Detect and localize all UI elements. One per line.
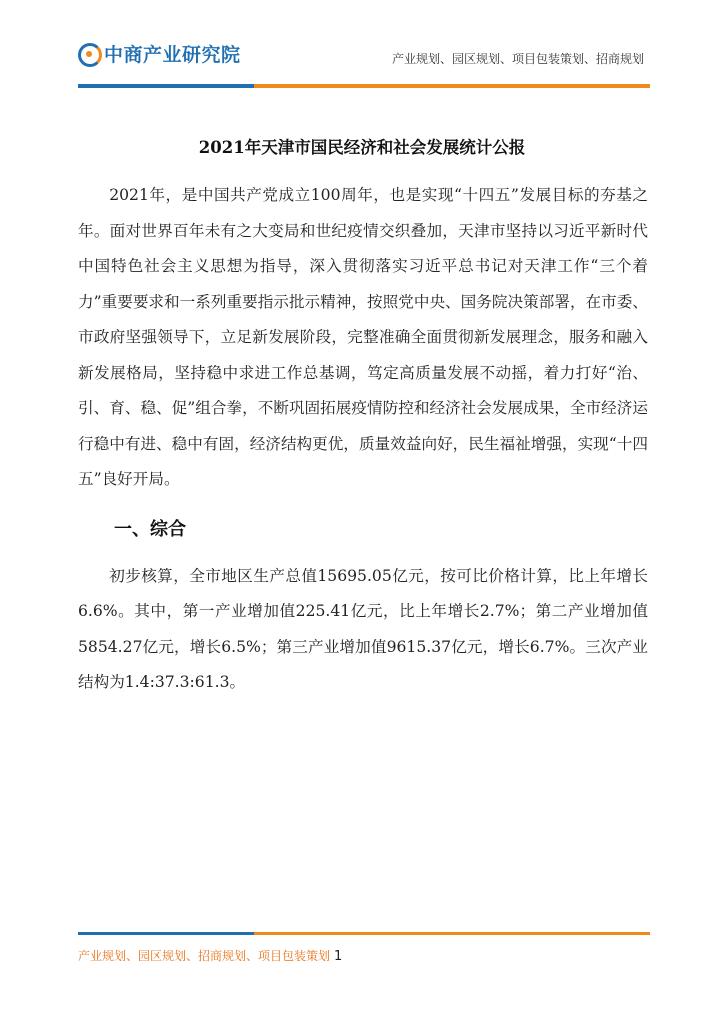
- intro-paragraph: 2021年，是中国共产党成立100周年，也是实现“十四五”发展目标的夯基之年。面对世界百年未有之大变局和世纪疫情交织叠加，天津市坚持以习近平新时代中国特色社会主义思想为指导，深入贯彻落实习近平总书记对天津工作“三个着力”重要要求和一系列重要指示批示精神，按照党中央、国务院决策部署，在市委、市政府坚强领导下，立足新发展阶段，完整准确全面贯彻新发展理念，服务和融入新发展格局，坚持稳中求进工作总基调，笃定高质量发展不动摇，着力打好“治、引、育、稳、促”组合拳，不断巩固拓展疫情防控和经济社会发展成果，全市经济运行稳中有进、稳中有固，经济结构更优，质量效益向好，民生福祉增强，实现“十四五”良好开局。: [78, 186, 648, 488]
- page-number: 1: [334, 949, 343, 964]
- logo-text: 中商产业研究院: [104, 44, 241, 66]
- footer-divider-orange: [254, 932, 650, 935]
- footer-tagline: 产业规划、园区规划、招商规划、项目包装策划: [78, 949, 331, 963]
- document-body: [78, 178, 648, 701]
- page-footer: [78, 947, 342, 964]
- logo: [78, 40, 241, 67]
- header-divider-orange: [254, 84, 650, 88]
- section-heading: 一、综合: [114, 518, 186, 540]
- logo-icon: [78, 43, 100, 65]
- footer-divider-blue: [78, 932, 254, 935]
- page-header: [0, 0, 724, 90]
- header-divider-blue: [78, 84, 254, 88]
- section-paragraph: 初步核算，全市地区生产总值15695.05亿元，按可比价格计算，比上年增长6.6%。其中，第一产业增加值225.41亿元，比上年增长2.7%；第二产业增加值5854.27亿元，增长6.5%；第三产业增加值9615.37亿元，增长6.7%。三次产业结构为1.4:37.3:61.3。: [78, 566, 648, 691]
- document-title: 2021年天津市国民经济和社会发展统计公报: [198, 138, 526, 157]
- header-tagline: 产业规划、园区规划、项目包装策划、招商规划: [391, 52, 644, 66]
